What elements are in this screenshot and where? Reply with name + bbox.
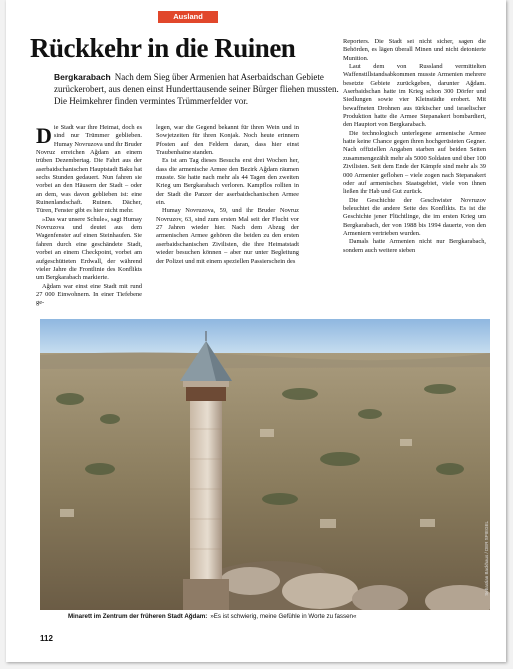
photo-caption bbox=[68, 613, 468, 620]
column2-paragraph: legen, war die Gegend bekannt für ihren Wein und in Sowjetzeiten für ihren Konjak. Noch heute erinnern Pfosten auf den Feldern daran, dass hier einst Traubenhaine standen. bbox=[156, 124, 299, 157]
column2-paragraph: Humay Novruzova, 59, und ihr Bruder Novruz Novruzov, 63, sind zum ersten Mal seit der Flucht vor 27 Jahren wieder hier. Nach dem Abzug der armenischen Armee gehören die beiden zu den ersten aserbaidschanischen Zivilisten, die ihre Heimatstadt wieder besuchen können – aber nur unter Begleitung der Polizei und mit einem speziellen Passierschein des bbox=[156, 207, 299, 265]
column1-paragraph: Ağdam war einst eine Stadt mit rund 27 000 Einwohnern. In einer Tiefebene ge- bbox=[36, 282, 142, 307]
column1-paragraph-text: ie Stadt war ihre Heimat, doch es sind nur Trümmer geblieben. Humay Novruzova und ihr Bruder Novruz erreichen Ağdam an einem trüben Dezembertag. Die Fahrt aus der aserbaidschanischen Hauptstadt Baku hat sechs Stunden gedauert. Nun fahren sie vorbei an den Häusern der Stadt – oder an dem, was davon geblieben ist: eine Ruinenlandschaft. Ruinen. Dächer, Türen, Fenster gibt es hier nicht mehr. bbox=[36, 124, 142, 215]
column2-paragraph: Es ist am Tag dieses Besuchs erst drei Wochen her, dass die armenische Armee den Bezirk Ağdam räumen musste. Sie hatte nach mehr als 44 Tagen den zweiten Krieg um Bergkarabach verloren. Kampflos rollten in der Stadt die Panzer der aserbaidschanischen Armee ein. bbox=[156, 157, 299, 207]
section-badge: Ausland bbox=[158, 11, 218, 23]
column3-paragraph: Reporters. Die Stadt sei nicht sicher, sagen die Behörden, es lägen überall Minen und nicht detonierte Munition. bbox=[343, 38, 486, 62]
drop-cap: D bbox=[36, 124, 52, 148]
magazine-page bbox=[6, 0, 506, 662]
article-column-3 bbox=[343, 38, 486, 310]
article-column-1 bbox=[36, 124, 142, 310]
minaret-photo bbox=[40, 319, 490, 610]
caption-title: Minarett im Zentrum der früheren Stadt Ağdam: bbox=[68, 613, 208, 620]
caption-text: »Es ist schwierig, meine Gefühle in Worte zu fassen« bbox=[210, 613, 357, 620]
minaret-ruins-image bbox=[40, 319, 490, 610]
article-column-2 bbox=[156, 124, 299, 310]
column3-paragraph: Laut dem von Russland vermittelten Waffenstillstandsabkommen musste Armenien mehrere besetzte Gebiete zurückgeben, darunter Ağdam. Aserbaidschan hatte im Krieg schon 300 Dörfer und Siedlungen sowie vier Kleinstädte erobert. Mit bewaffneten Drohnen aus türkischer und israelischer Produktion hatte die Armee Stepanakert bombardiert, den Hauptort von Bergkarabach. bbox=[343, 63, 486, 129]
column1-paragraph: »Das war unsere Schule«, sagt Humay Novruzova und deutet aus dem Wagenfenster auf einen Steinhaufen. Sie fahren durch eine geschändete Stadt, vorbei an einem Checkpoint, vorbei am aufgeschütteten Erdwall, der während vieler Jahre die Frontlinie des Konflikts um Bergkarabach markierte. bbox=[36, 215, 142, 282]
column1-paragraph bbox=[36, 124, 142, 216]
lead-kicker: Bergkarabach bbox=[54, 72, 111, 82]
column3-paragraph: Damals hatte Armenien nicht nur Bergkarabach, sondern auch weitere sieben bbox=[343, 238, 486, 254]
photo-credit: Sebastian Backhaus / DER SPIEGEL bbox=[484, 521, 489, 596]
column3-paragraph: Die technologisch unterlegene armenische Armee hatte keine Chance gegen ihren hochgerüsteten Gegner. Nach offiziellen Angaben starben auf beiden Seiten zusammengezählt mehr als 5000 Soldaten und über 100 Zivilisten. Seit dem Ende der Kämpfe sind mehr als 39 000 Armenier geflohen – viele zogen nach Stepanakert oder auf armenisches Staatsgebiet, viele von ihnen ließen ihr Hab und Gut zurück. bbox=[343, 129, 486, 196]
lead-paragraph bbox=[54, 71, 339, 107]
lead-text: Nach dem Sieg über Armenien hat Aserbaidschan Gebiete zurückerobert, aus denen einst Hunderttausende seiner Bürger fliehen mussten. Die Heimkehrer finden vermintes Trümmerfelder vor. bbox=[54, 72, 339, 106]
column3-paragraph: Die Geschichte der Geschwister Novruzov beleuchtet die andere Seite des Konflikts. Es ist die Geschichte jener Flüchtlinge, die im ersten Krieg um Bergkarabach, der von 1988 bis 1994 dauerte, von den Armeniern vertrieben wurden. bbox=[343, 196, 486, 237]
headline: Rückkehr in die Ruinen bbox=[30, 33, 296, 63]
page-number: 112 bbox=[40, 634, 53, 643]
